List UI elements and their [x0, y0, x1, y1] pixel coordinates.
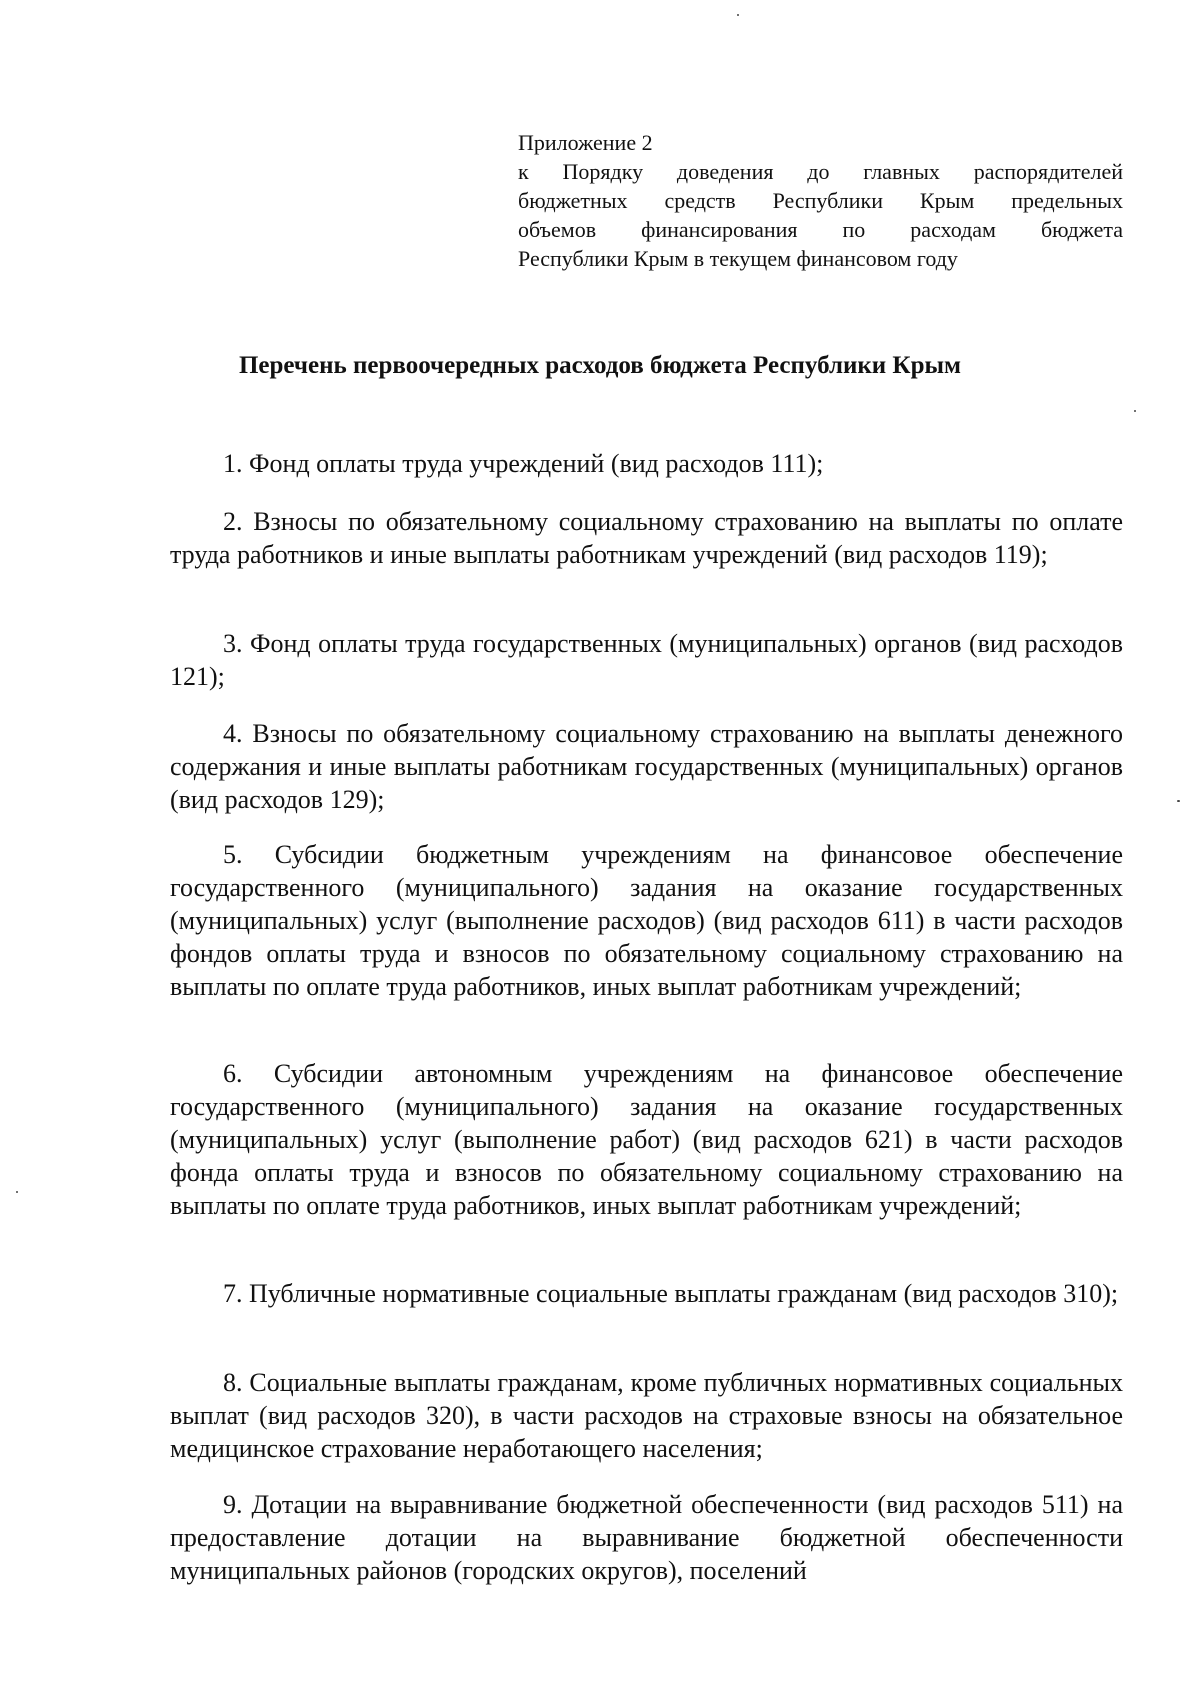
appendix-reference-line: Республики Крым в текущем финансовом году: [518, 246, 958, 271]
scan-speck: [1177, 800, 1180, 802]
list-item: 1. Фонд оплаты труда учреждений (вид расходов 111);: [223, 449, 824, 478]
scan-speck: [737, 14, 739, 16]
appendix-reference-line: бюджетных средств Республики Крым предельных: [518, 188, 1123, 213]
list-item: 3. Фонд оплаты труда государственных (муниципальных) органов (вид расходов 121);: [170, 629, 1123, 691]
list-item: 9. Дотации на выравнивание бюджетной обеспеченности (вид расходов 511) на предоставление дотации на выравнивание бюджетной обеспеченности муниципальных районов (городских округов), поселений: [170, 1490, 1123, 1585]
list-item: 5. Субсидии бюджетным учреждениям на финансовое обеспечение государственного (муниципального) задания на оказание государственных (муниципальных) услуг (выполнение расходов) (вид расходов 611) в части расходов фондов оплаты труда и взносов по обязательному социальному страхованию на выплаты по оплате труда работников, иных выплат работникам учреждений;: [170, 840, 1123, 1001]
scan-speck: [1134, 410, 1136, 412]
list-item: 6. Субсидии автономным учреждениям на финансовое обеспечение государственного (муниципального) задания на оказание государственных (муниципальных) услуг (выполнение работ) (вид расходов 621) в части расходов фонда оплаты труда и взносов по обязательному социальному страхованию на выплаты по оплате труда работников, иных выплат работникам учреждений;: [170, 1059, 1123, 1220]
list-item: 7. Публичные нормативные социальные выплаты гражданам (вид расходов 310);: [223, 1279, 1119, 1308]
appendix-header: [518, 128, 1123, 273]
list-item: 4. Взносы по обязательному социальному страхованию на выплаты денежного содержания и иные выплаты работникам государственных (муниципальных) органов (вид расходов 129);: [170, 719, 1123, 814]
document-title: Перечень первоочередных расходов бюджета Республики Крым: [238, 352, 962, 379]
list-item: 8. Социальные выплаты гражданам, кроме публичных нормативных социальных выплат (вид расходов 320), в части расходов на страховые взносы на обязательное медицинское страхование неработающего населения;: [170, 1368, 1123, 1463]
appendix-number: Приложение 2: [518, 130, 653, 155]
appendix-reference-line: к Порядку доведения до главных распорядителей: [518, 159, 1123, 184]
appendix-reference-line: объемов финансирования по расходам бюджета: [518, 217, 1123, 242]
list-item: 2. Взносы по обязательному социальному страхованию на выплаты по оплате труда работников и иные выплаты работникам учреждений (вид расходов 119);: [170, 507, 1123, 569]
scan-speck: [16, 1191, 18, 1193]
